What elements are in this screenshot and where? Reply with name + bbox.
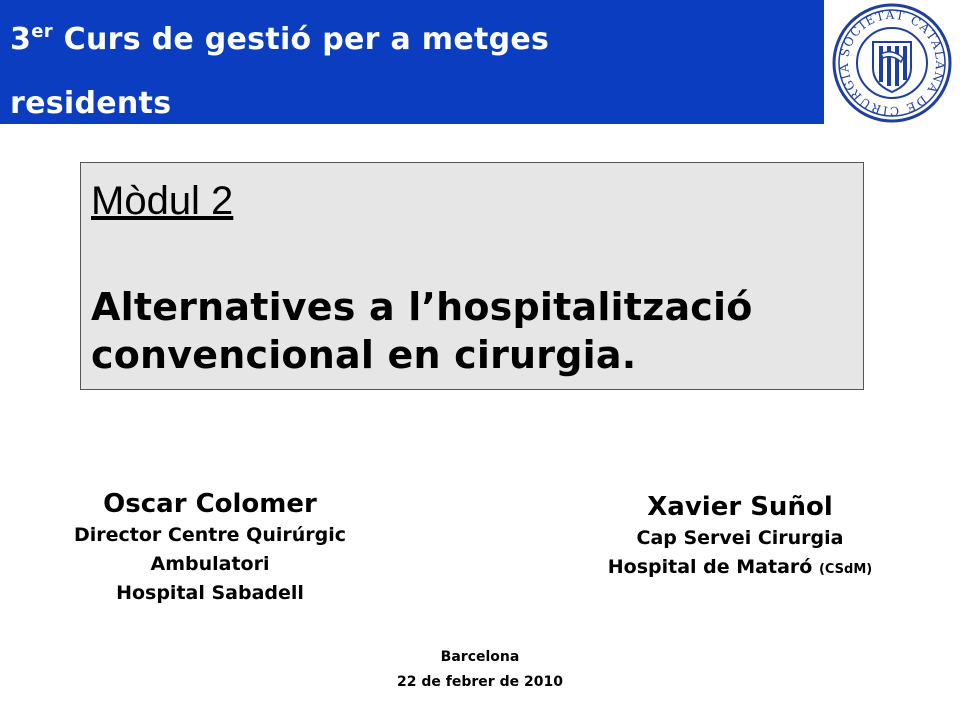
header-banner	[0, 0, 824, 124]
course-ordinal: 3	[10, 22, 32, 57]
module-subtitle	[91, 283, 851, 379]
course-title-line2: residents	[10, 86, 172, 121]
module-title-box	[80, 162, 864, 390]
footer-city: Barcelona	[440, 649, 520, 665]
seal-text: SOCIETAT CATALANA DE CIRURGIA	[836, 7, 948, 119]
module-subtitle-line1: Alternatives a l’hospitalització	[91, 285, 753, 329]
presenter-oscar-colomer	[20, 487, 400, 608]
course-title	[10, 8, 810, 136]
module-subtitle-line2: convencional en cirurgia.	[91, 333, 637, 377]
presenter-hospital-note: (CSdM)	[818, 562, 873, 577]
presenter-role-line2: Ambulatori	[150, 553, 270, 575]
presenter-role-line3: Hospital Sabadell	[116, 582, 304, 604]
module-heading: Mòdul 2	[91, 179, 234, 223]
presenter-name: Xavier Suñol	[647, 492, 833, 522]
societat-catalana-de-cirurgia-seal	[831, 2, 953, 124]
footer-date: 22 de febrer de 2010	[397, 674, 563, 690]
presenter-hospital: Hospital de Mataró	[607, 556, 813, 578]
presenter-xavier-sunol	[540, 490, 940, 584]
presenter-role-line1: Director Centre Quirúrgic	[73, 524, 347, 546]
course-ordinal-suffix: er	[31, 21, 53, 42]
presenter-role-line2	[540, 553, 940, 584]
course-title-line1: Curs de gestió per a metges	[63, 22, 550, 57]
presenter-role-line1: Cap Servei Cirurgia	[636, 527, 844, 549]
footer	[300, 645, 660, 695]
presenter-name: Oscar Colomer	[103, 489, 317, 519]
